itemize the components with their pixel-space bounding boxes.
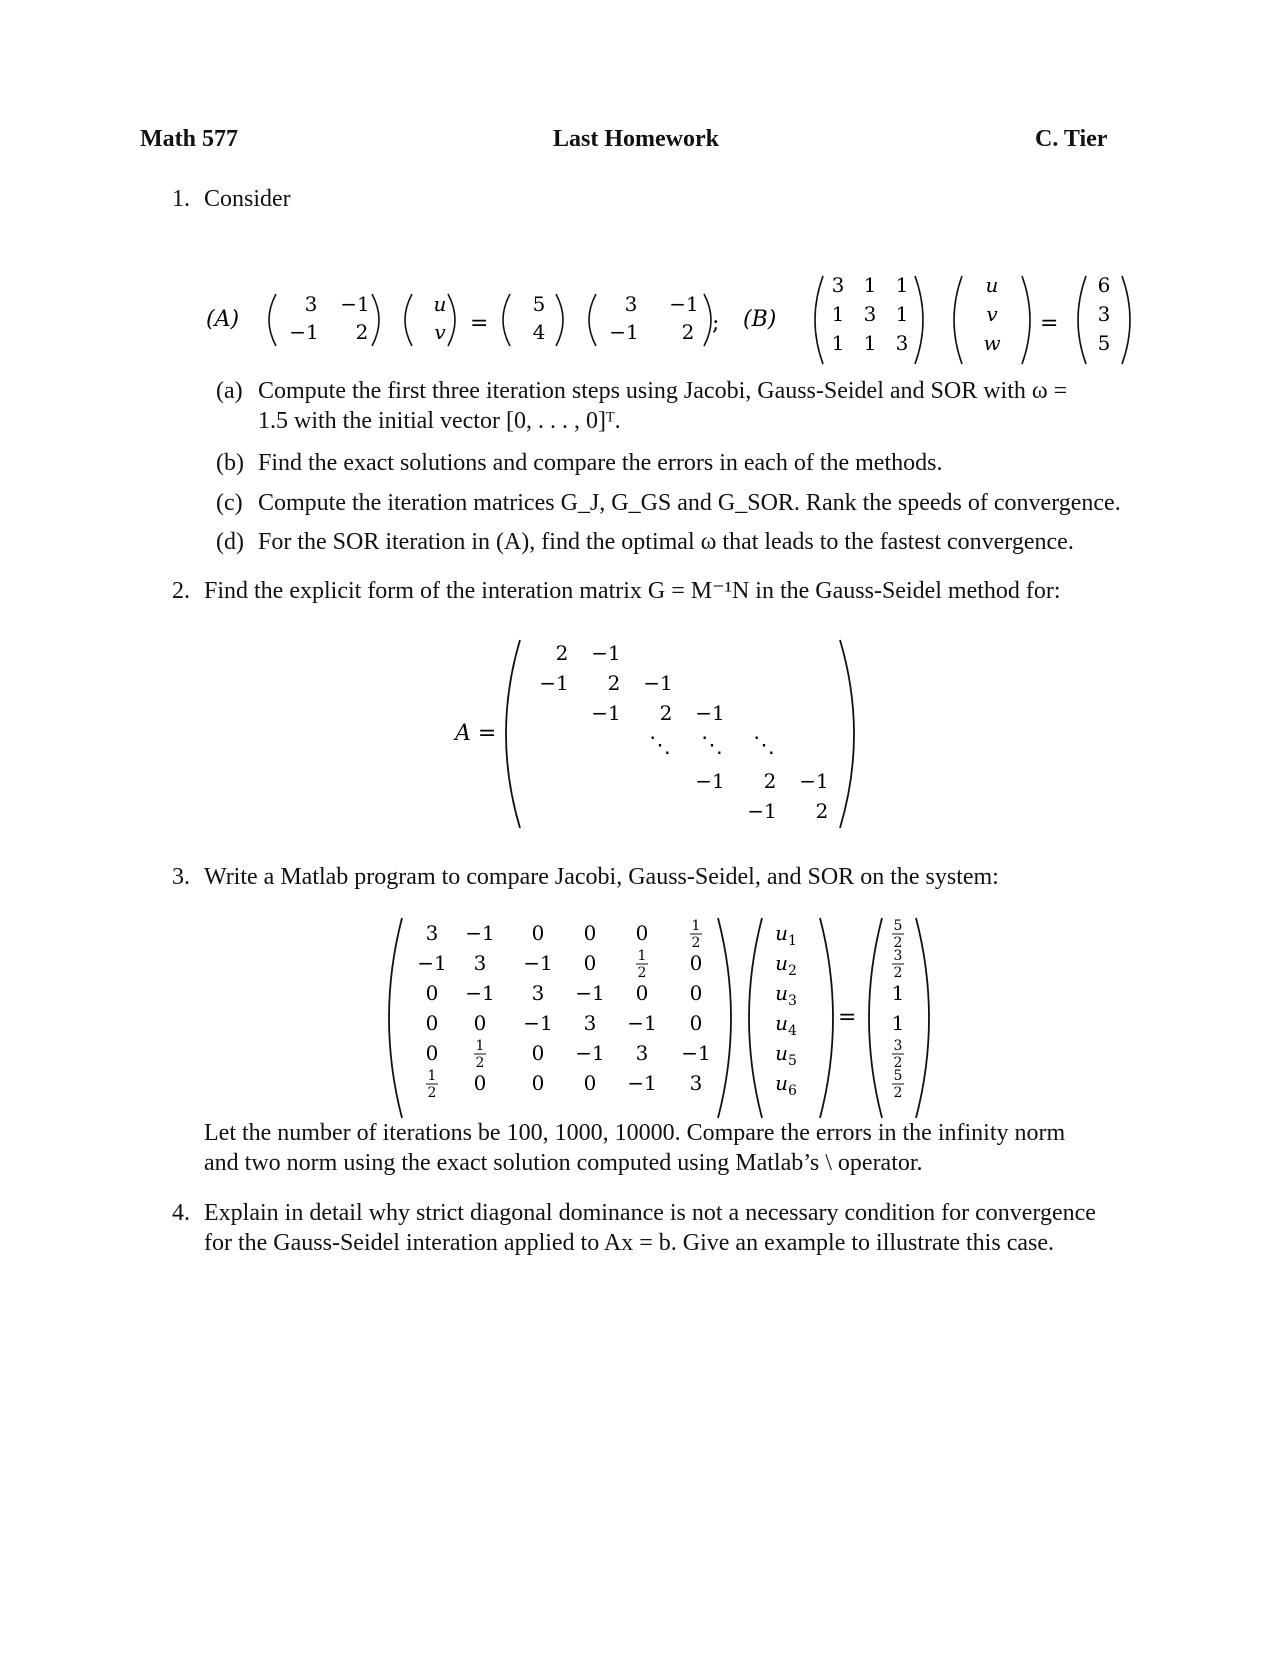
equals-sign: = bbox=[1040, 311, 1059, 336]
matrix-entry: −1 bbox=[669, 292, 699, 316]
matrix-entry: −1 bbox=[695, 769, 725, 793]
fraction-denominator: 2 bbox=[893, 1085, 903, 1101]
paren bbox=[815, 276, 823, 364]
vector-entry: 6 bbox=[1097, 273, 1111, 297]
matrix-entry: −1 bbox=[609, 320, 639, 344]
unknown-vector bbox=[775, 921, 797, 1099]
problem-4-text: Explain in detail why strict diagonal dominance is not a necessary condition for convergence bbox=[204, 1200, 1096, 1226]
vector-entry: u bbox=[433, 292, 447, 316]
fraction-numerator: 1 bbox=[427, 1068, 437, 1084]
paren bbox=[1122, 276, 1130, 364]
vector-entry: $u_3$ bbox=[775, 981, 797, 1009]
matrix-entry: 2 bbox=[815, 799, 829, 823]
matrix-entry: 0 bbox=[531, 1041, 545, 1065]
vector-entry: 5 bbox=[1097, 331, 1111, 355]
semicolon: ; bbox=[712, 311, 720, 336]
vector-entry: $u_1$ bbox=[775, 921, 797, 949]
paren bbox=[405, 294, 412, 346]
coefficient-matrix bbox=[417, 918, 710, 1101]
matrix-entry: 3 bbox=[624, 292, 638, 316]
fraction-numerator: 5 bbox=[893, 918, 903, 934]
matrix-entry: −1 bbox=[627, 1071, 657, 1095]
matrix-entry: 3 bbox=[895, 331, 909, 355]
vector-entry: v bbox=[986, 302, 998, 326]
paren bbox=[704, 294, 711, 346]
paren bbox=[556, 294, 563, 346]
vector-entry: 3 bbox=[1097, 302, 1111, 326]
matrix-entry: −1 bbox=[575, 981, 605, 1005]
matrix-entry: −1 bbox=[539, 671, 569, 695]
equals-sign: = bbox=[470, 311, 489, 336]
matrix-entry: 0 bbox=[583, 1071, 597, 1095]
paren bbox=[916, 918, 929, 1118]
paren bbox=[915, 276, 923, 364]
problem-2-number: 2. bbox=[172, 578, 190, 604]
matrix-entry: 2 bbox=[681, 320, 695, 344]
matrix-entry: 3 bbox=[473, 951, 487, 975]
problem-3-followup-cont: and two norm using the exact solution computed using Matlab’s \ operator. bbox=[204, 1150, 923, 1176]
fraction-denominator: 2 bbox=[893, 935, 903, 951]
part-a-text: Compute the first three iteration steps using Jacobi, Gauss-Seidel and SOR with ω = bbox=[258, 378, 1068, 404]
matrix-entry: 0 bbox=[531, 921, 545, 945]
matrix-entry: 2 bbox=[355, 320, 369, 344]
fraction-denominator: 2 bbox=[475, 1055, 485, 1071]
matrix-entry: 0 bbox=[689, 951, 703, 975]
matrix-entry: 1 bbox=[863, 273, 877, 297]
fraction-denominator: 2 bbox=[637, 965, 647, 981]
part-d-label: (d) bbox=[216, 529, 244, 555]
matrix-entry: −1 bbox=[523, 1011, 553, 1035]
part-b-text: Find the exact solutions and compare the errors in each of the methods. bbox=[258, 450, 943, 476]
diagonal-dots: ⋱ bbox=[649, 733, 671, 758]
paren bbox=[448, 294, 455, 346]
vector-entry: 1 bbox=[891, 981, 905, 1005]
vector-entry: $u_6$ bbox=[775, 1071, 797, 1099]
system-b-label: (B) bbox=[743, 307, 777, 332]
matrix-entry: 0 bbox=[635, 981, 649, 1005]
fraction-numerator: 5 bbox=[893, 1068, 903, 1084]
matrix-entry: 2 bbox=[555, 641, 569, 665]
matrix-entry: 0 bbox=[473, 1071, 487, 1095]
matrix-entry: −1 bbox=[681, 1041, 711, 1065]
matrix-entry: 2 bbox=[659, 701, 673, 725]
matrix-entry: 3 bbox=[831, 273, 845, 297]
fraction-numerator: 1 bbox=[475, 1038, 485, 1054]
document-title: Last Homework bbox=[553, 126, 719, 152]
paren bbox=[718, 918, 731, 1118]
matrix-entry: −1 bbox=[575, 1041, 605, 1065]
matrix-entry: 0 bbox=[425, 981, 439, 1005]
equals-sign: = bbox=[838, 1005, 857, 1030]
matrix-entry: −1 bbox=[523, 951, 553, 975]
matrix-entry: −1 bbox=[695, 701, 725, 725]
system-a-label: (A) bbox=[206, 307, 240, 332]
matrix-entry: −1 bbox=[627, 1011, 657, 1035]
matrix-entry: −1 bbox=[340, 292, 370, 316]
part-b-label: (b) bbox=[216, 450, 244, 476]
fraction-denominator: 2 bbox=[691, 935, 701, 951]
vector-entry: v bbox=[434, 320, 446, 344]
matrix-entry: 0 bbox=[531, 1071, 545, 1095]
matrix-entry: 1 bbox=[895, 273, 909, 297]
fraction-numerator: 3 bbox=[893, 948, 903, 964]
problem-1-intro: Consider bbox=[204, 186, 291, 212]
vector-entry: w bbox=[983, 331, 1001, 355]
matrix-entry: −1 bbox=[591, 641, 621, 665]
matrix-entry: 3 bbox=[635, 1041, 649, 1065]
matrix-entry: 0 bbox=[689, 1011, 703, 1035]
paren bbox=[840, 640, 854, 828]
paren bbox=[589, 294, 596, 346]
paren bbox=[503, 294, 510, 346]
paren bbox=[1022, 276, 1030, 364]
fraction-numerator: 1 bbox=[637, 948, 647, 964]
problem-2-text: Find the explicit form of the interation matrix G = M⁻¹N in the Gauss-Seidel method for: bbox=[204, 578, 1061, 604]
matrix-entry: 3 bbox=[531, 981, 545, 1005]
paren bbox=[269, 294, 276, 346]
matrix-entry: 0 bbox=[583, 921, 597, 945]
paren bbox=[389, 918, 402, 1118]
matrix-entry: −1 bbox=[747, 799, 777, 823]
fraction-numerator: 1 bbox=[691, 918, 701, 934]
problem-3-text: Write a Matlab program to compare Jacobi, Gauss-Seidel, and SOR on the system: bbox=[204, 864, 999, 890]
problem-4-number: 4. bbox=[172, 1200, 190, 1226]
part-a-text-cont: 1.5 with the initial vector [0, . . . , 0]ᵀ. bbox=[258, 408, 621, 434]
matrix-entry: 3 bbox=[689, 1071, 703, 1095]
matrix-entry: −1 bbox=[465, 981, 495, 1005]
vector-entry: 5 bbox=[532, 292, 546, 316]
paren bbox=[954, 276, 962, 364]
vector-entry: $u_5$ bbox=[775, 1041, 797, 1069]
matrix-entry: 3 bbox=[583, 1011, 597, 1035]
diagonal-dots: ⋱ bbox=[753, 733, 775, 758]
part-d-text: For the SOR iteration in (A), find the optimal ω that leads to the fastest convergence. bbox=[258, 529, 1074, 555]
vector-entry: $u_4$ bbox=[775, 1011, 797, 1039]
matrix-entry: 1 bbox=[863, 331, 877, 355]
matrix-entry: −1 bbox=[799, 769, 829, 793]
matrix-entry: 1 bbox=[895, 302, 909, 326]
matrix-entry: 0 bbox=[635, 921, 649, 945]
matrix-entry: −1 bbox=[591, 701, 621, 725]
part-c-text: Compute the iteration matrices G_J, G_GS and G_SOR. Rank the speeds of convergence. bbox=[258, 490, 1121, 516]
matrix-entry: −1 bbox=[417, 951, 447, 975]
vector-entry: 4 bbox=[532, 320, 546, 344]
tridiagonal-matrix bbox=[539, 641, 828, 823]
paren bbox=[869, 918, 882, 1118]
fraction-denominator: 2 bbox=[893, 1055, 903, 1071]
matrix-a-label: A = bbox=[455, 721, 497, 746]
matrix-entry: 0 bbox=[583, 951, 597, 975]
paren bbox=[1078, 276, 1086, 364]
vector-entry: 1 bbox=[891, 1011, 905, 1035]
matrix-entry: 1 bbox=[831, 302, 845, 326]
matrix-entry: −1 bbox=[289, 320, 319, 344]
paren bbox=[506, 640, 520, 828]
problem-1-number: 1. bbox=[172, 186, 190, 212]
matrix-entry: 0 bbox=[689, 981, 703, 1005]
problem-4-text-cont: for the Gauss-Seidel interation applied to Ax = b. Give an example to illustrate this case. bbox=[204, 1230, 1054, 1256]
matrix-entry: −1 bbox=[643, 671, 673, 695]
fraction-denominator: 2 bbox=[893, 965, 903, 981]
problem-3-followup: Let the number of iterations be 100, 1000, 10000. Compare the errors in the infinity norm bbox=[204, 1120, 1066, 1146]
matrix-entry: 3 bbox=[304, 292, 318, 316]
author-name: C. Tier bbox=[1035, 126, 1108, 152]
part-c-label: (c) bbox=[216, 490, 243, 516]
matrix-entry: 3 bbox=[863, 302, 877, 326]
matrix-entry: 0 bbox=[425, 1011, 439, 1035]
rhs-vector bbox=[892, 918, 905, 1101]
part-a-label: (a) bbox=[216, 378, 243, 404]
matrix-entry: −1 bbox=[465, 921, 495, 945]
fraction-denominator: 2 bbox=[427, 1085, 437, 1101]
paren bbox=[820, 918, 833, 1118]
matrix-entry: 3 bbox=[425, 921, 439, 945]
problem-3-number: 3. bbox=[172, 864, 190, 890]
paren bbox=[372, 294, 379, 346]
paren bbox=[749, 918, 762, 1118]
fraction-numerator: 3 bbox=[893, 1038, 903, 1054]
matrix-entry: 1 bbox=[831, 331, 845, 355]
vector-entry: $u_2$ bbox=[775, 951, 797, 979]
matrix-entry: 0 bbox=[473, 1011, 487, 1035]
matrix-entry: 2 bbox=[763, 769, 777, 793]
matrix-entry: 0 bbox=[425, 1041, 439, 1065]
diagonal-dots: ⋱ bbox=[701, 733, 723, 758]
vector-entry: u bbox=[985, 273, 999, 297]
matrix-entry: 2 bbox=[607, 671, 621, 695]
course-title: Math 577 bbox=[140, 126, 238, 152]
